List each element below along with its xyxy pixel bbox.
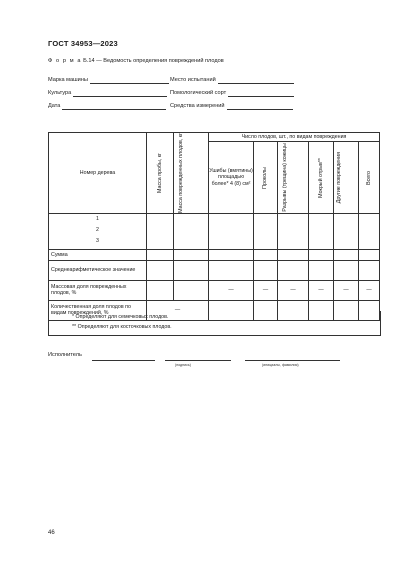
dash-cell: —	[147, 300, 209, 320]
tree-number: 3	[96, 237, 99, 244]
place-field	[170, 76, 294, 84]
sum-label: Сумма	[49, 249, 147, 260]
dash-cell: —	[334, 280, 359, 300]
tree-numbers-cell	[49, 213, 147, 249]
damage-type-punctures: Проколы	[262, 166, 269, 189]
position-line[interactable]	[92, 360, 155, 361]
footnotes	[48, 311, 381, 336]
table-cell[interactable]	[147, 280, 174, 300]
table-cell[interactable]	[174, 260, 209, 280]
damage-type-tears: Разрывы (трещина) кожицы	[282, 143, 288, 212]
table-cell[interactable]	[334, 260, 359, 280]
table-cell[interactable]	[359, 249, 380, 260]
initials-line[interactable]	[245, 360, 340, 361]
variety-field-label: Помологический сорт	[170, 90, 227, 96]
crop-field-label: Культура	[48, 90, 72, 96]
damage-type-bruises: Ушибы (вмятины) площадью более* 4 (8) см²	[209, 142, 254, 214]
table-header-row-1	[49, 133, 380, 142]
tree-number-header: Номер дерева	[49, 133, 147, 214]
table-cell[interactable]	[147, 213, 174, 249]
mass-fraction-label: Массовая доля поврежденных плодов, %	[49, 280, 147, 300]
signature-line[interactable]	[165, 360, 231, 361]
form-label: Ф о р м а	[48, 58, 82, 64]
table-row-mean	[49, 260, 380, 280]
date-field-line[interactable]	[62, 103, 166, 110]
executor-label: Исполнитель	[48, 352, 82, 358]
table-cell[interactable]	[309, 249, 334, 260]
form-title	[48, 58, 224, 64]
standard-header: ГОСТ 34953—2023	[48, 39, 118, 48]
damage-type-other-cell	[334, 142, 359, 214]
table-row-sum	[49, 249, 380, 260]
sample-mass-header-cell	[147, 133, 174, 214]
dash-cell: —	[254, 280, 278, 300]
table-cell[interactable]	[278, 260, 309, 280]
machine-field-label: Марка машины	[48, 77, 88, 83]
table-row-trees	[49, 213, 380, 249]
tools-field	[170, 102, 293, 110]
dash-cell: —	[278, 280, 309, 300]
footnote-2: ** Определяют для косточковых плодов.	[72, 324, 172, 330]
damaged-mass-header: Масса поврежденных плодов, кг	[178, 133, 184, 213]
quantity-fraction-label: Количественная доля плодов по видам повреждений, %	[49, 300, 147, 320]
table-cell[interactable]	[209, 213, 254, 249]
tree-number: 1	[96, 215, 99, 222]
damage-type-wet-detach: Мокрый отрыв**	[317, 157, 324, 198]
table-cell[interactable]	[254, 260, 278, 280]
damage-type-other: Другие повреждения	[336, 151, 342, 204]
table-cell[interactable]	[254, 213, 278, 249]
crop-field-line[interactable]	[73, 90, 167, 97]
damage-type-total-cell	[359, 142, 380, 214]
mean-label: Среднеарифметическое значение	[49, 260, 147, 280]
footnote-1: * Определяют для семечковых плодов.	[72, 314, 169, 320]
table-cell[interactable]	[147, 249, 174, 260]
machine-field-line[interactable]	[90, 77, 169, 84]
table-cell[interactable]	[209, 260, 254, 280]
damage-type-total: Всего	[365, 170, 372, 185]
dash-cell: —	[209, 280, 254, 300]
table-cell[interactable]	[278, 213, 309, 249]
table-cell[interactable]	[359, 260, 380, 280]
tools-field-line[interactable]	[227, 103, 293, 110]
table-cell[interactable]	[334, 249, 359, 260]
table-cell[interactable]	[359, 213, 380, 249]
table-cell[interactable]	[147, 260, 174, 280]
table-cell[interactable]	[174, 280, 209, 300]
table-cell[interactable]	[334, 213, 359, 249]
machine-field	[48, 76, 169, 84]
damaged-mass-header-cell	[174, 133, 209, 214]
damage-table	[48, 132, 380, 321]
tree-number: 2	[96, 226, 99, 233]
table-cell[interactable]	[174, 249, 209, 260]
dash-cell: —	[359, 280, 380, 300]
damage-count-header: Число плодов, шт., по видам повреждения	[209, 133, 380, 142]
form-title-text: Б.14 — Ведомость определения повреждений плодов	[83, 58, 224, 64]
table-cell[interactable]	[309, 213, 334, 249]
table-cell[interactable]	[254, 249, 278, 260]
variety-field-line[interactable]	[228, 90, 294, 97]
table-cell[interactable]	[309, 260, 334, 280]
initials-caption: (инициалы, фамилия)	[262, 363, 299, 367]
damage-type-punctures-cell	[254, 142, 278, 214]
sample-mass-header: Масса пробы, кг	[156, 152, 163, 193]
date-field-label: Дата	[48, 103, 61, 109]
table-cell[interactable]	[174, 213, 209, 249]
damage-type-tears-cell	[278, 142, 309, 214]
variety-field	[170, 89, 294, 97]
dash-cell: —	[309, 280, 334, 300]
page-number: 46	[48, 530, 55, 536]
table-row-mass-fraction	[49, 280, 380, 300]
tools-field-label: Средства измерений	[170, 103, 225, 109]
table-cell[interactable]	[209, 249, 254, 260]
place-field-line[interactable]	[218, 77, 294, 84]
date-field	[48, 102, 166, 110]
signature-caption: (подпись)	[175, 363, 191, 367]
crop-field	[48, 89, 167, 97]
table-cell[interactable]	[278, 249, 309, 260]
place-field-label: Место испытаний	[170, 77, 216, 83]
damage-type-wet-detach-cell	[309, 142, 334, 214]
